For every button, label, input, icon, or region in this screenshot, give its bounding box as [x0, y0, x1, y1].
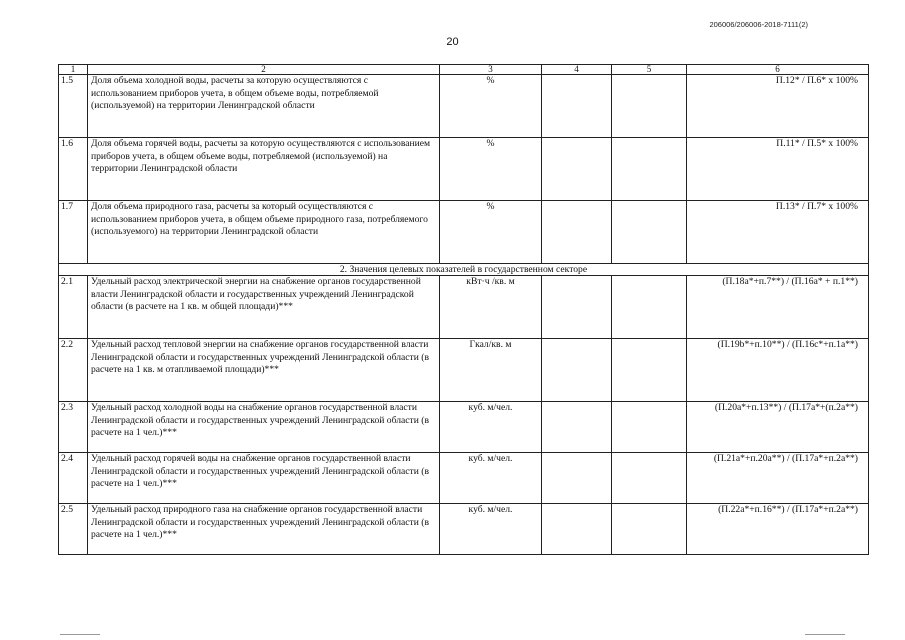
- row-text: Доля объема холодной воды, расчеты за которую осуществляются с использованием приборов учета, в общем объеме воды, потребляемой (используемой) на территории Ленинградской области: [88, 75, 440, 138]
- row-text: Удельный расход электрической энергии на снабжение органов государственной власти Ленинградской области и государственных учреждений Ленинградской области (в расчете на 1 кв. м общей площади)***: [88, 276, 440, 339]
- row-formula: (П.20а*+п.13**) / (П.17а*+(п.2а**): [687, 402, 869, 453]
- col-header: 3: [440, 65, 542, 75]
- row-text: Удельный расход холодной воды на снабжение органов государственной власти Ленинградской области и государственных учреждений Ленинградской области (в расчете на 1 чел.)***: [88, 402, 440, 453]
- table-row: [59, 75, 869, 138]
- row-col4: [542, 339, 612, 402]
- col-header: 6: [687, 65, 869, 75]
- row-formula: П.12* / П.6* x 100%: [687, 75, 869, 138]
- table-row: [59, 453, 869, 504]
- row-unit: %: [440, 201, 542, 264]
- row-col5: [612, 453, 687, 504]
- row-unit: Гкал/кв. м: [440, 339, 542, 402]
- row-col5: [612, 138, 687, 201]
- row-formula: (П.22а*+п.16**) / (П.17а*+п.2а**): [687, 504, 869, 555]
- row-text: Доля объема горячей воды, расчеты за которую осуществляются с использованием приборов учета, в общем объеме воды, потребляемой (используемой) на территории Ленинградской области: [88, 138, 440, 201]
- row-formula: П.11* / П.5* x 100%: [687, 138, 869, 201]
- row-col5: [612, 402, 687, 453]
- row-unit: %: [440, 138, 542, 201]
- row-col4: [542, 138, 612, 201]
- row-formula: (П.21а*+п.20а**) / (П.17а*+п.2а**): [687, 453, 869, 504]
- row-unit: кВт·ч /кв. м: [440, 276, 542, 339]
- row-text: Удельный расход природного газа на снабжение органов государственной власти Ленинградской области и государственных учреждений Ленинградской области (в расчете на 1 чел.)***: [88, 504, 440, 555]
- row-formula: (П.18а*+п.7**) / (П.16а* + п.1**): [687, 276, 869, 339]
- row-number: 2.3: [59, 402, 88, 453]
- section-row: [59, 264, 869, 276]
- table-row: [59, 402, 869, 453]
- table-row: [59, 276, 869, 339]
- row-col5: [612, 75, 687, 138]
- row-unit: куб. м/чел.: [440, 402, 542, 453]
- row-formula: П.13* / П.7* x 100%: [687, 201, 869, 264]
- scan-edge-mark: [805, 634, 845, 635]
- row-text: Доля объема природного газа, расчеты за который осуществляются с использованием приборов учета, в общем объеме природного газа, потребляемого (используемого) на территории Ленинградской области: [88, 201, 440, 264]
- row-unit: %: [440, 75, 542, 138]
- row-col4: [542, 276, 612, 339]
- table-row: [59, 138, 869, 201]
- row-col5: [612, 339, 687, 402]
- row-col5: [612, 504, 687, 555]
- row-number: 2.5: [59, 504, 88, 555]
- row-number: 2.2: [59, 339, 88, 402]
- row-number: 1.5: [59, 75, 88, 138]
- document-id: 206006/206006-2018-7111(2): [709, 20, 808, 29]
- row-col4: [542, 201, 612, 264]
- row-col4: [542, 453, 612, 504]
- row-col4: [542, 75, 612, 138]
- row-unit: куб. м/чел.: [440, 453, 542, 504]
- row-number: 2.1: [59, 276, 88, 339]
- col-header: 5: [612, 65, 687, 75]
- section-title: 2. Значения целевых показателей в государственном секторе: [59, 264, 869, 276]
- row-col5: [612, 276, 687, 339]
- page-number: 20: [446, 36, 459, 48]
- row-text: Удельный расход тепловой энергии на снабжение органов государственной власти Ленинградской области и государственных учреждений Ленинградской области (в расчете на 1 кв. м отапливаемой площади)***: [88, 339, 440, 402]
- row-number: 1.7: [59, 201, 88, 264]
- table-row: [59, 504, 869, 555]
- row-text: Удельный расход горячей воды на снабжение органов государственной власти Ленинградской области и государственных учреждений Ленинградской области (в расчете на 1 чел.)***: [88, 453, 440, 504]
- table-row: [59, 339, 869, 402]
- col-header: 4: [542, 65, 612, 75]
- row-col4: [542, 504, 612, 555]
- row-col4: [542, 402, 612, 453]
- table-row: [59, 201, 869, 264]
- row-formula: (П.19b*+п.10**) / (П.16с*+п.1а**): [687, 339, 869, 402]
- scan-edge-mark: [60, 634, 100, 635]
- row-col5: [612, 201, 687, 264]
- table-header-row: [59, 65, 869, 75]
- row-unit: куб. м/чел.: [440, 504, 542, 555]
- indicators-table: [58, 64, 869, 555]
- row-number: 2.4: [59, 453, 88, 504]
- row-number: 1.6: [59, 138, 88, 201]
- col-header: 2: [88, 65, 440, 75]
- col-header: 1: [59, 65, 88, 75]
